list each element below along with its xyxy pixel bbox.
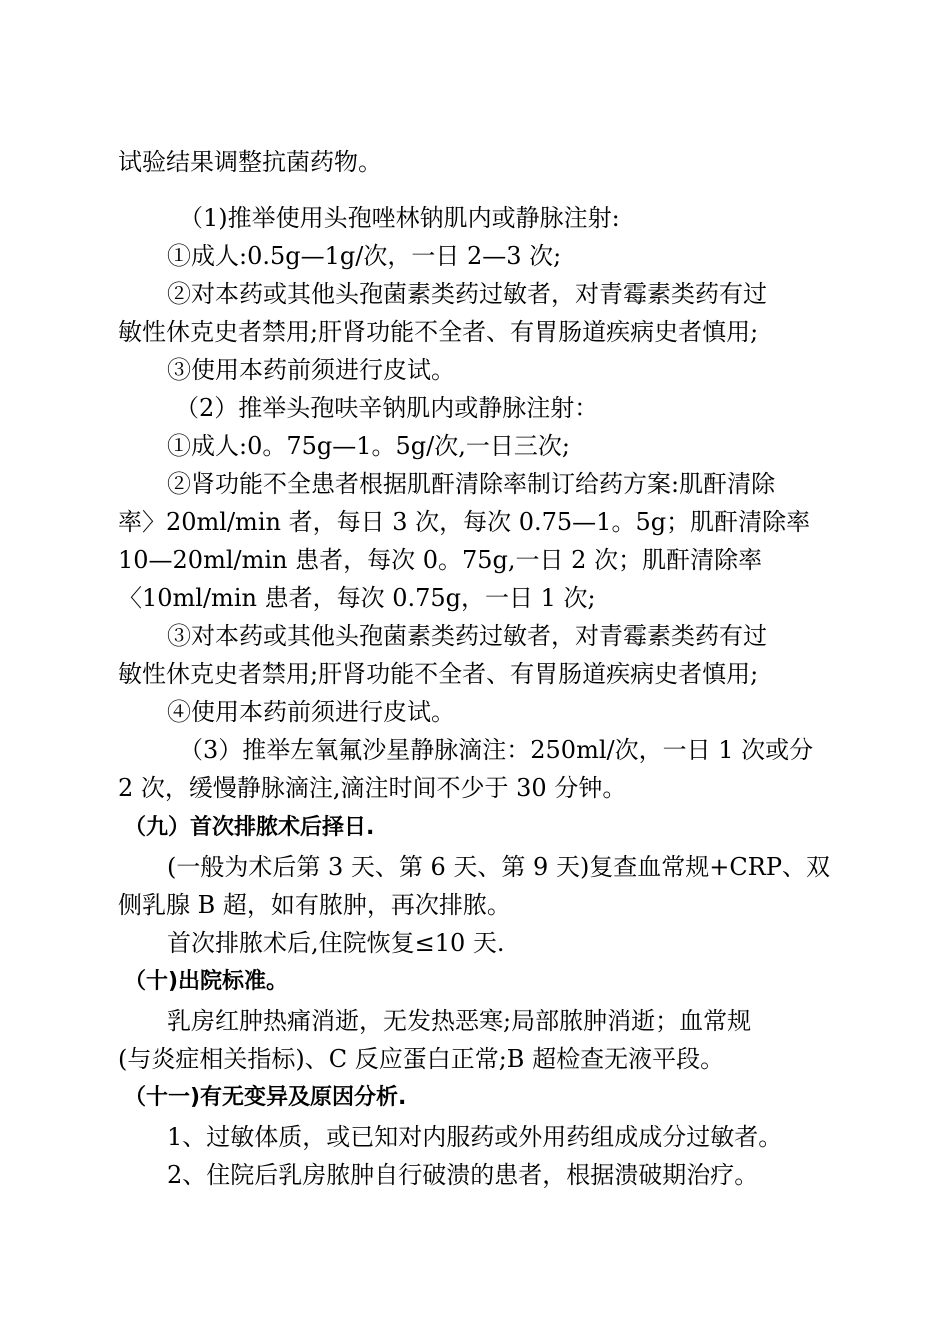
paragraph-line: 首次排脓术后,住院恢复≤10 天. (167, 929, 505, 957)
paragraph-line: （3）推举左氧氟沙星静脉滴注：250ml/次，一日 1 次或分 (179, 736, 814, 764)
paragraph-line: ②对本药或其他头孢菌素类药过敏者，对青霉素类药有过 (167, 280, 767, 308)
paragraph-line: 2 次，缓慢静脉滴注,滴注时间不少于 30 分钟。 (118, 774, 627, 802)
paragraph-line: 侧乳腺 B 超，如有脓肿，再次排脓。 (118, 891, 511, 919)
paragraph-line: ①成人:0.5g—1g/次，一日 2—3 次; (167, 242, 562, 270)
paragraph-line: 2、住院后乳房脓肿自行破溃的患者，根据溃破期治疗。 (167, 1161, 759, 1189)
paragraph-line: ①成人:0。75g—1。5g/次,一日三次; (167, 432, 570, 460)
paragraph-line: 率〉20ml/min 者，每日 3 次，每次 0.75—1。5g；肌酐清除率 (118, 508, 811, 536)
paragraph-line: 敏性休克史者禁用;肝肾功能不全者、有胃肠道疾病史者慎用; (118, 660, 759, 688)
paragraph-line: (与炎症相关指标)、C 反应蛋白正常;B 超检查无液平段。 (118, 1045, 725, 1073)
paragraph-line: 10—20ml/min 患者，每次 0。75g,一日 2 次；肌酐清除率 (118, 546, 763, 574)
paragraph-line: 试验结果调整抗菌药物。 (118, 148, 382, 176)
paragraph-line: 〈10ml/min 患者，每次 0.75g，一日 1 次; (118, 584, 596, 612)
paragraph-line: ③对本药或其他头孢菌素类药过敏者，对青霉素类药有过 (167, 622, 767, 650)
section-heading: （九）首次排脓术后择日. (124, 815, 375, 840)
paragraph-line: 1、过敏体质，或已知对内服药或外用药组成成分过敏者。 (167, 1123, 783, 1151)
paragraph-line: ③使用本药前须进行皮试。 (167, 356, 455, 384)
paragraph-line: （2）推举头孢呋辛钠肌内或静脉注射： (175, 394, 599, 422)
section-heading: （十)出院标准。 (124, 969, 289, 994)
paragraph-line: (一般为术后第 3 天、第 6 天、第 9 天)复查血常规+CRP、双 (167, 853, 830, 881)
paragraph-line: ②肾功能不全患者根据肌酐清除率制订给药方案:肌酐清除 (167, 470, 776, 498)
paragraph-line: ④使用本药前须进行皮试。 (167, 698, 455, 726)
section-heading: （十一)有无变异及原因分析. (124, 1085, 407, 1110)
paragraph-line: 乳房红肿热痛消逝，无发热恶寒;局部脓肿消逝；血常规 (167, 1007, 752, 1035)
paragraph-line: （1)推举使用头孢唑林钠肌内或静脉注射: (179, 204, 620, 232)
paragraph-line: 敏性休克史者禁用;肝肾功能不全者、有胃肠道疾病史者慎用; (118, 318, 759, 346)
